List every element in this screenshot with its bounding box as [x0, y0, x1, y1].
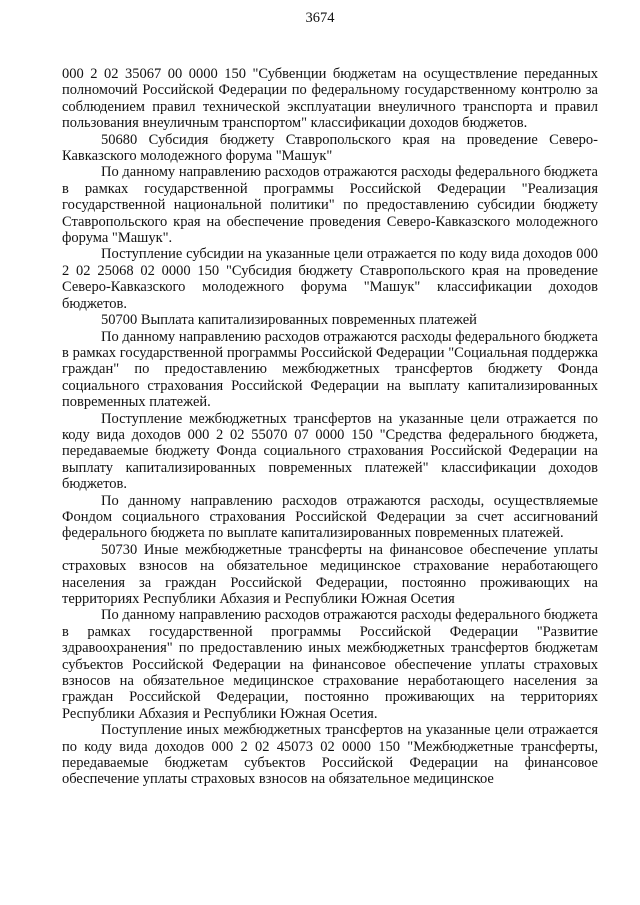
paragraph-50730-expenses: По данному направлению расходов отражаются расходы федерального бюджета в рамках государственной программы Российской Федерации "Развитие здравоохранения" по предоставлению иных межбюджетных трансфертов бюджетам субъектов Российской Федерации на финансовое обеспечение уплаты страховых взносов на обязательное медицинское страхование неработающего населения за граждан Российской Федерации, постоянно проживающих на территориях Республики Абхазия и Республики Южная Осетия. [62, 607, 598, 722]
page-number: 3674 [305, 10, 335, 26]
document-body [62, 66, 598, 788]
paragraph-50700-fss-expenses: По данному направлению расходов отражаются расходы, осуществляемые Фондом социального страхования Российской Федерации за счет ассигнований федерального бюджета по выплате капитализированных повременных платежей. [62, 492, 598, 542]
paragraph-50680-income: Поступление субсидии на указанные цели отражается по коду вида доходов 000 2 02 25068 02 0000 150 "Субсидия бюджету Ставропольского края на проведение Северо-Кавказского молодежного форума "Машук" классификации доходов бюджетов. [62, 246, 598, 312]
paragraph-income-code-35067: 000 2 02 35067 00 0000 150 "Субвенции бюджетам на осуществление переданных полномочий Российской Федерации по федеральному государственному контролю за соблюдением правил технической эксплуатации внеуличного транспорта и правил пользования внеуличным транспортом" классификации доходов бюджетов. [62, 66, 598, 132]
paragraph-50730-income: Поступление иных межбюджетных трансфертов на указанные цели отражается по коду вида доходов 000 2 02 45073 02 0000 150 "Межбюджетные трансферты, передаваемые бюджетам субъектов Российской Федерации на финансовое обеспечение уплаты страховых взносов на обязательное медицинское [62, 722, 598, 788]
paragraph-50700-expenses: По данному направлению расходов отражаются расходы федерального бюджета в рамках государственной программы Российской Федерации "Социальная поддержка граждан" по предоставлению межбюджетных трансфертов бюджету Фонда социального страхования Российской Федерации на выплату капитализированных повременных платежей. [62, 328, 598, 411]
paragraph-heading-50700: 50700 Выплата капитализированных повременных платежей [101, 312, 477, 329]
paragraph-50680-expenses: По данному направлению расходов отражаются расходы федерального бюджета в рамках государственной программы Российской Федерации "Реализация государственной национальной политики" по предоставлению субсидии бюджету Ставропольского края на обеспечение проведения Северо-Кавказского молодежного форума "Машук". [62, 164, 598, 247]
paragraph-50700-income: Поступление межбюджетных трансфертов на указанные цели отражается по коду вида доходов 000 2 02 55070 07 0000 150 "Средства федерального бюджета, передаваемые бюджету Фонда социального страхования Российской Федерации на выплату капитализированных повременных платежей" классификации доходов бюджетов. [62, 410, 598, 493]
paragraph-heading-50730: 50730 Иные межбюджетные трансферты на финансовое обеспечение уплаты страховых взносов на обязательное медицинское страхование неработающего населения за граждан Российской Федерации, постоянно проживающих на территориях Республики Абхазия и Республики Южная Осетия [62, 541, 598, 607]
paragraph-heading-50680: 50680 Субсидия бюджету Ставропольского края на проведение Северо-Кавказского молодежного форума "Машук" [62, 131, 598, 165]
